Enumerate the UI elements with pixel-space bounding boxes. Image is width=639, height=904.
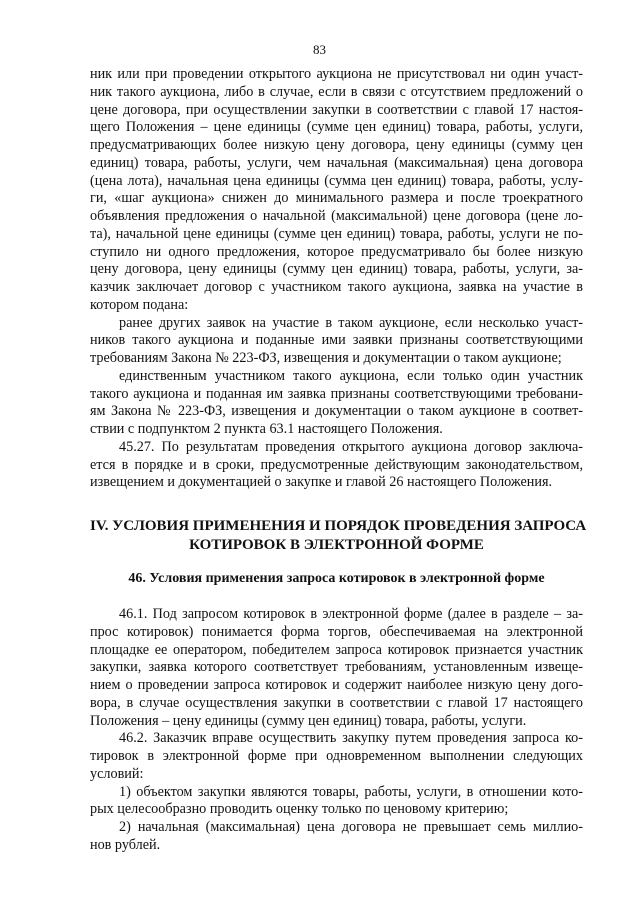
text-line: щего Положения – цене единицы (сумме цен единиц) товара, работы, услуги, (90, 119, 583, 136)
text-line: площадке ее оператором, победителем запроса котировок признается участник (90, 641, 583, 658)
section-title (90, 570, 583, 588)
paragraph-continuation (90, 66, 583, 315)
text-line: (цена лота), начальная цена единицы (сумма цен единиц) товара, работы, услу- (90, 172, 583, 189)
chapter-title-line: КОТИРОВОК В ЭЛЕКТРОННОЙ ФОРМЕ (189, 537, 484, 553)
text-line: единиц) товара, работы, услуги, чем начальная (максимальная) цена договора (90, 154, 583, 171)
text-line: 1) объектом закупки являются товары, работы, услуги, в отношении кото- (119, 783, 583, 800)
text-line: рых целесообразно проводить оценку только по ценовому критерию; (90, 801, 509, 818)
text-line: нием о проведении запроса котировок и содержит наиболее низкую цену дого- (90, 677, 583, 693)
text-line: прос котировок) понимается форма торгов, обеспечиваемая на электронной (90, 623, 583, 640)
chapter-title-line: IV. УСЛОВИЯ ПРИМЕНЕНИЯ И ПОРЯДОК ПРОВЕДЕНИЯ ЗАПРОСА (90, 518, 587, 534)
text-line: котором подана: (90, 296, 189, 313)
section-title-text: 46. Условия применения запроса котировок в электронной форме (128, 571, 545, 586)
text-line: 45.27. По результатам проведения открытого аукциона договор заключа- (119, 438, 583, 455)
paragraph-single (90, 368, 583, 439)
text-line: требованиям Закона № 223-ФЗ, извещения и документации о таком аукционе; (90, 350, 562, 366)
text-line: ранее других заявок на участие в таком аукционе, если несколько участ- (119, 314, 583, 331)
paragraph-46-2 (90, 730, 583, 783)
paragraph-earlier (90, 315, 583, 368)
text-line: казчик заключает договор с участником такого аукциона, заявка на участие в (90, 279, 583, 295)
paragraph-46-2-1 (90, 784, 583, 820)
text-line: извещением и документацией о закупке и главой 26 настоящего Положения. (90, 474, 553, 491)
text-line: 46.2. Заказчик вправе осуществить закупку путем проведения запроса ко- (119, 730, 583, 747)
page-number: 83 (313, 42, 326, 57)
text-line: ям Закона № 223-ФЗ, извещения и документации о таком аукционе в соответ- (90, 403, 583, 420)
text-line: цену договора, цену единицы (сумму цен единиц) товара, работы, услуги, за- (90, 261, 583, 278)
paragraph-45-27 (90, 439, 583, 492)
text-line: 2) начальная (максимальная) цена договора не превышает семь миллио- (119, 819, 583, 835)
text-line: цене договора, при осуществлении закупки в соответствии с главой 17 настоя- (90, 101, 583, 118)
chapter-title (90, 517, 587, 555)
text-line: тировок в электронной форме при одновременном выполнении следующих (90, 748, 583, 764)
text-line: ствии с подпунктом 2 пункта 63.1 настоящего Положения. (90, 421, 443, 437)
text-line: объявления предложения о начальной (максимальной) цене договора (цене ло- (90, 208, 583, 224)
text-line: ги, «шаг аукциона» снижен до минимального размера и после троекратного (90, 190, 583, 207)
text-line: вора, в случае осуществления закупки в соответствии с главой 17 настоящего (90, 694, 583, 711)
text-line: ник или при проведении открытого аукциона не присутствовал ни один участ- (90, 66, 583, 82)
text-line: 46.1. Под запросом котировок в электронной форме (далее в разделе – за- (119, 606, 583, 622)
text-line: единственным участником такого аукциона, если только один участник (119, 367, 583, 384)
text-line: ступило ни одного предложения, которое предусматривало бы более низкую (90, 243, 583, 260)
text-line: Положения – цену единицы (сумму цен единиц) товара, работы, услуги. (90, 712, 527, 729)
text-line: нов рублей. (90, 836, 161, 853)
top-paragraphs (90, 66, 583, 492)
text-line: та), начальной цене единицы (сумме цен единиц) товара, работы, услуги не по- (90, 225, 583, 242)
text-line: закупки, заявка которого соответствует требованиям, установленным извеще- (90, 659, 583, 676)
text-line: условий: (90, 765, 144, 782)
paragraph-46-2-2 (90, 819, 583, 855)
text-line: предусматривающих более низкую цену договора, цену единицы (сумму цен (90, 137, 583, 153)
page-content (90, 66, 587, 855)
bottom-paragraphs (90, 606, 583, 855)
text-line: ников такого аукциона и поданные ими заявки признаны соответствующими (90, 332, 583, 349)
text-line: такого аукциона и поданная им заявка признаны соответствующими требовани- (90, 385, 583, 402)
paragraph-46-1 (90, 606, 583, 730)
text-line: ется в порядке и в сроки, предусмотренные действующим законодательством, (90, 456, 583, 473)
text-line: ник такого аукциона, либо в случае, если в связи с отсутствием предложений о (90, 83, 583, 100)
